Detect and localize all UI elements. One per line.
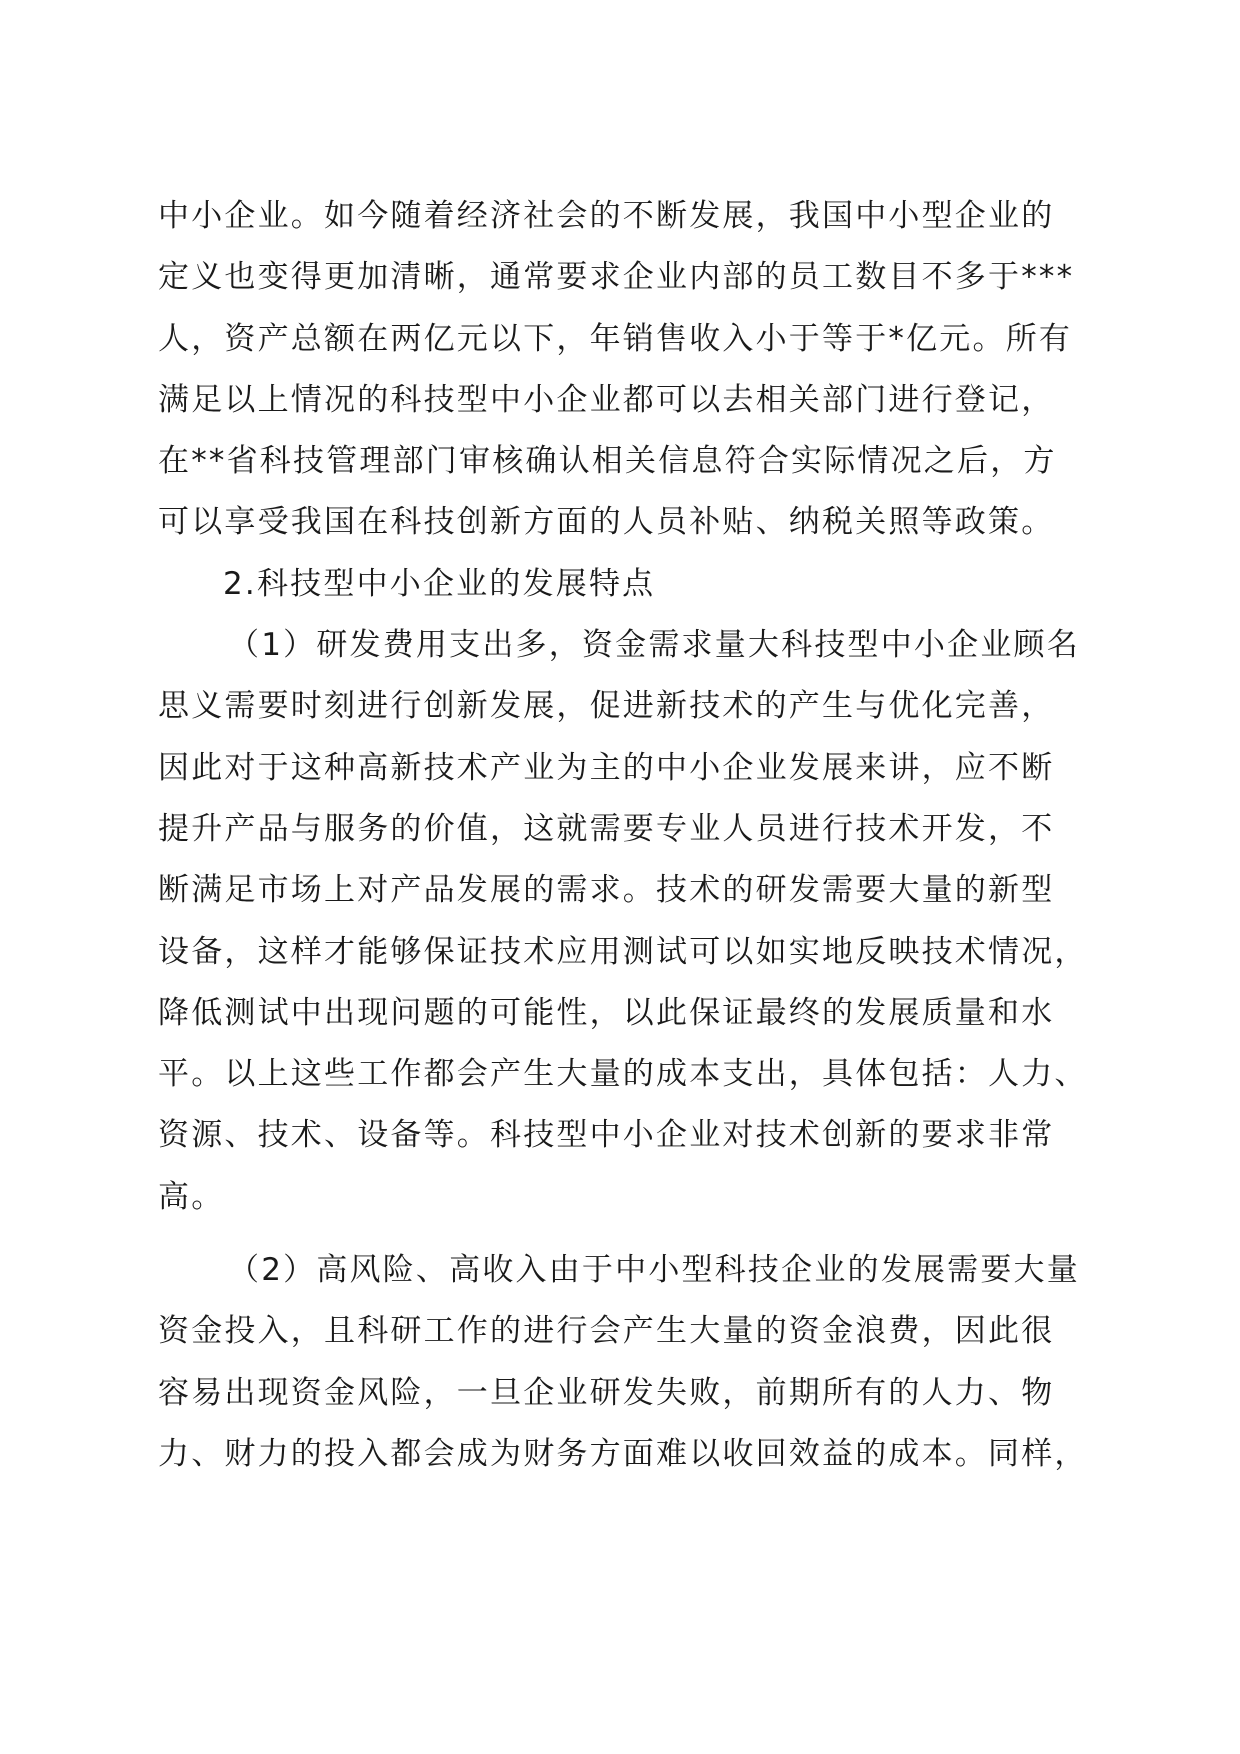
text-line: 降低测试中出现问题的可能性，以此保证最终的发展质量和水 bbox=[158, 994, 1055, 1031]
paragraph-definition bbox=[158, 186, 1088, 554]
paragraph-risk bbox=[158, 1240, 1088, 1485]
section-heading: 2.科技型中小企业的发展特点 bbox=[223, 565, 656, 602]
text-line: 力、财力的投入都会成为财务方面难以收回效益的成本。同样， bbox=[158, 1435, 1088, 1472]
text-line: 提升产品与服务的价值，这就需要专业人员进行技术开发，不 bbox=[158, 810, 1055, 847]
text-line: 思义需要时刻进行创新发展，促进新技术的产生与优化完善， bbox=[158, 688, 1055, 725]
text-line: 满足以上情况的科技型中小企业都可以去相关部门进行登记， bbox=[158, 381, 1055, 418]
text-line: 在**省科技管理部门审核确认相关信息符合实际情况之后，方 bbox=[158, 443, 1057, 480]
text-line: 断满足市场上对产品发展的需求。技术的研发需要大量的新型 bbox=[158, 872, 1055, 909]
text-line: 可以享受我国在科技创新方面的人员补贴、纳税关照等政策。 bbox=[158, 504, 1055, 541]
text-line: 高。 bbox=[158, 1178, 225, 1215]
text-line: 容易出现资金风险，一旦企业研发失败，前期所有的人力、物 bbox=[158, 1374, 1055, 1411]
paragraph-rd-costs bbox=[158, 615, 1088, 1228]
text-line: 定义也变得更加清晰，通常要求企业内部的员工数目不多于*** bbox=[158, 259, 1075, 296]
text-line: 资金投入，且科研工作的进行会产生大量的资金浪费，因此很 bbox=[158, 1313, 1055, 1350]
text-line: 资源、技术、设备等。科技型中小企业对技术创新的要求非常 bbox=[158, 1117, 1055, 1154]
text-line: 人，资产总额在两亿元以下，年销售收入小于等于*亿元。所有 bbox=[158, 320, 1073, 357]
paragraph-gap bbox=[158, 1228, 1088, 1240]
document-body bbox=[158, 186, 1088, 1485]
text-line: （1）研发费用支出多，资金需求量大科技型中小企业顾名 bbox=[228, 627, 1080, 664]
text-line: 中小企业。如今随着经济社会的不断发展，我国中小型企业的 bbox=[158, 198, 1055, 234]
text-line: （2）高风险、高收入由于中小型科技企业的发展需要大量 bbox=[228, 1252, 1080, 1289]
text-line: 因此对于这种高新技术产业为主的中小企业发展来讲，应不断 bbox=[158, 749, 1055, 786]
text-line: 设备，这样才能够保证技术应用测试可以如实地反映技术情况， bbox=[158, 933, 1088, 970]
text-line: 平。以上这些工作都会产生大量的成本支出，具体包括：人力、 bbox=[158, 1056, 1088, 1093]
